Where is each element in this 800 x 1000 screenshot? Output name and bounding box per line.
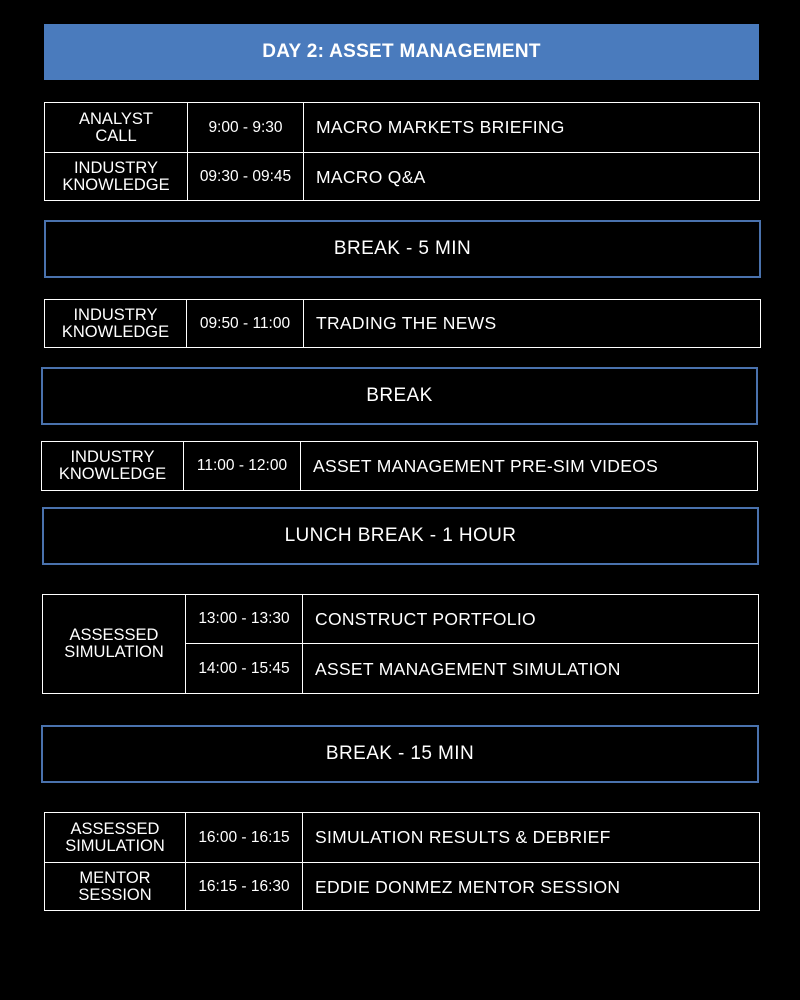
category-cell: ASSESSED SIMULATION bbox=[45, 813, 186, 862]
session-cell: ASSET MANAGEMENT PRE-SIM VIDEOS bbox=[313, 455, 659, 476]
schedule-table-simulation bbox=[42, 594, 759, 694]
session-cell: ASSET MANAGEMENT SIMULATION bbox=[315, 658, 621, 679]
category-cell: INDUSTRY KNOWLEDGE bbox=[45, 300, 187, 347]
category-cell: INDUSTRY KNOWLEDGE bbox=[42, 442, 184, 490]
break-label: BREAK bbox=[366, 385, 433, 406]
break-banner bbox=[44, 220, 761, 278]
session-cell: SIMULATION RESULTS & DEBRIEF bbox=[315, 827, 611, 847]
schedule-table-morning bbox=[44, 102, 760, 201]
session-cell: EDDIE DONMEZ MENTOR SESSION bbox=[315, 876, 621, 897]
table-row bbox=[186, 595, 758, 643]
session-cell: MACRO Q&A bbox=[316, 166, 426, 187]
table-row bbox=[45, 103, 759, 152]
category-cell: MENTOR SESSION bbox=[45, 863, 186, 911]
table-row bbox=[45, 813, 759, 862]
schedule-table-videos bbox=[41, 441, 758, 491]
day-title-banner bbox=[44, 24, 759, 80]
table-row bbox=[42, 442, 757, 490]
time-cell: 13:00 - 13:30 bbox=[186, 595, 303, 643]
category-cell: ASSESSED SIMULATION bbox=[43, 595, 186, 693]
lunch-break-banner bbox=[42, 507, 759, 565]
session-cell: CONSTRUCT PORTFOLIO bbox=[315, 608, 536, 629]
time-cell: 11:00 - 12:00 bbox=[184, 442, 301, 490]
schedule-table-news bbox=[44, 299, 761, 348]
break-label: BREAK - 5 MIN bbox=[333, 238, 472, 259]
break-banner bbox=[41, 725, 759, 783]
time-cell: 09:50 - 11:00 bbox=[187, 300, 304, 347]
category-cell: INDUSTRY KNOWLEDGE bbox=[45, 153, 188, 201]
session-cell: MACRO MARKETS BRIEFING bbox=[316, 117, 565, 137]
time-cell: 14:00 - 15:45 bbox=[186, 644, 303, 694]
day-title: DAY 2: ASSET MANAGEMENT bbox=[262, 41, 541, 62]
table-row bbox=[45, 862, 759, 911]
break-banner bbox=[41, 367, 758, 425]
category-cell: ANALYST CALL bbox=[45, 103, 188, 152]
table-row bbox=[45, 152, 759, 201]
break-label: BREAK - 15 MIN bbox=[325, 743, 475, 764]
table-row bbox=[45, 300, 760, 347]
time-cell: 09:30 - 09:45 bbox=[188, 153, 304, 201]
schedule-table-afternoon bbox=[44, 812, 760, 911]
break-label: LUNCH BREAK - 1 HOUR bbox=[284, 525, 517, 546]
time-cell: 16:15 - 16:30 bbox=[186, 863, 303, 911]
time-cell: 16:00 - 16:15 bbox=[186, 813, 303, 862]
session-cell: TRADING THE NEWS bbox=[316, 313, 497, 333]
table-row bbox=[186, 643, 758, 694]
time-cell: 9:00 - 9:30 bbox=[188, 103, 304, 152]
